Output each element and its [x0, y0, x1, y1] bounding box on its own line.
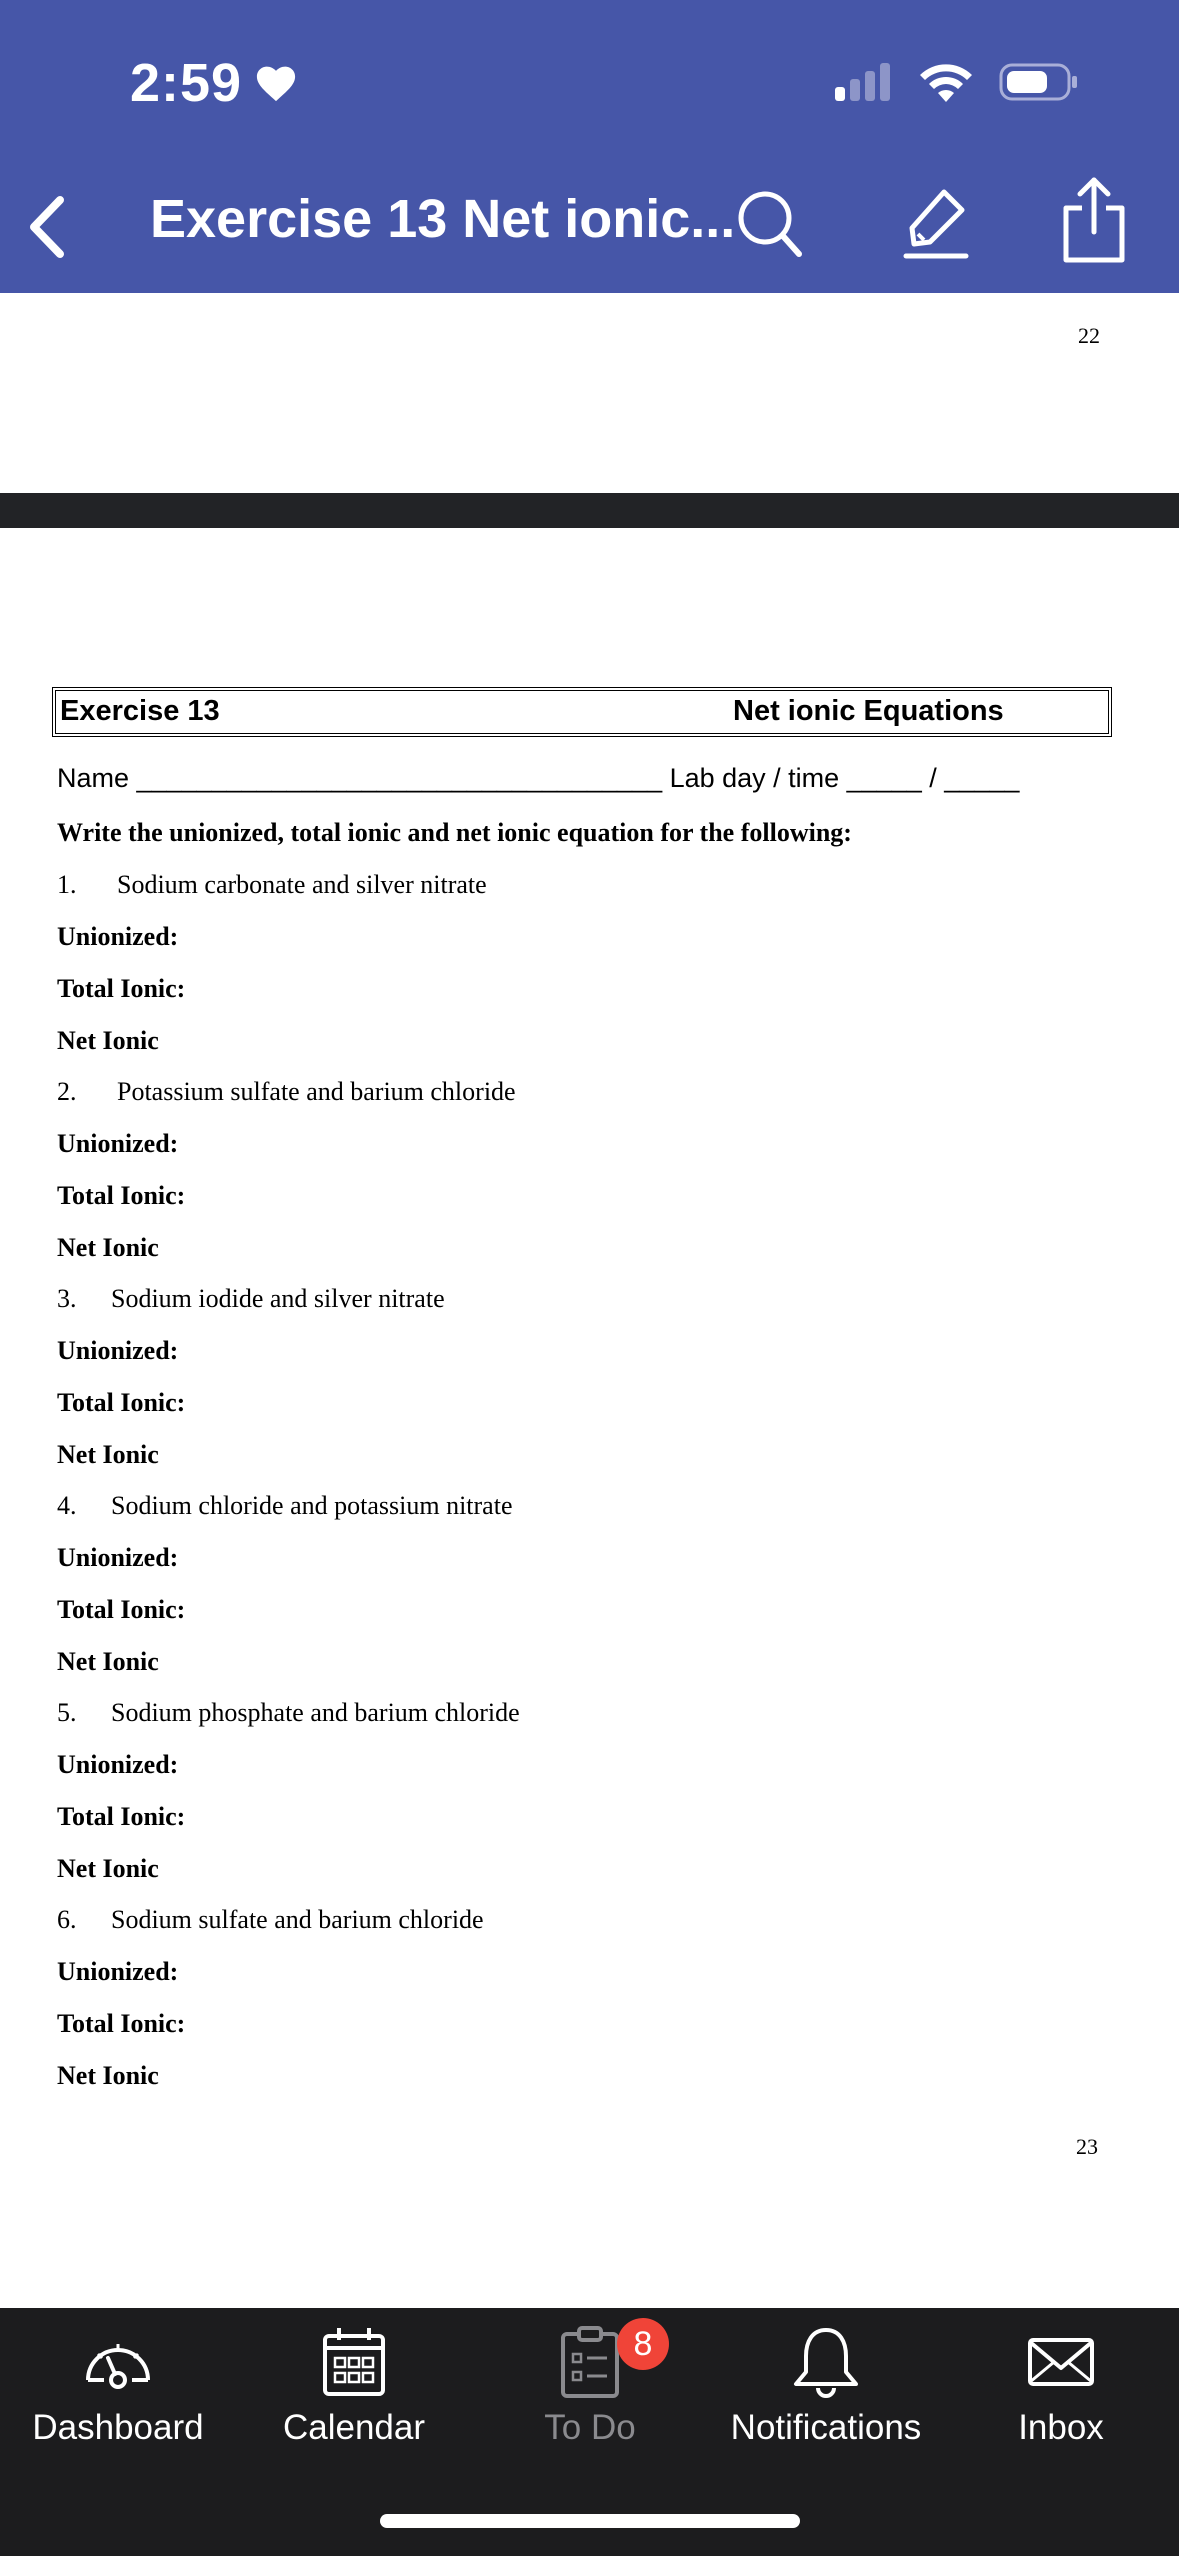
question-text: Sodium phosphate and barium chloride — [111, 1698, 520, 1727]
question-number: 4. — [57, 1491, 77, 1520]
tab-dashboard[interactable] — [0, 2308, 236, 2508]
home-indicator[interactable] — [380, 2514, 800, 2528]
search-icon[interactable] — [735, 186, 805, 262]
page-number: 23 — [1076, 2134, 1098, 2159]
status-time — [130, 52, 298, 114]
back-chevron-icon[interactable] — [24, 192, 68, 262]
question-number: 5. — [57, 1698, 77, 1727]
net-ionic-label: Net Ionic — [57, 1026, 159, 1055]
dashboard-icon — [80, 2326, 156, 2392]
unionized-label: Unionized: — [57, 1543, 179, 1572]
exercise-label: Exercise 13 — [60, 695, 220, 727]
question-text: Sodium chloride and potassium nitrate — [111, 1491, 513, 1520]
question-item — [57, 1077, 516, 1107]
question-text: Potassium sulfate and barium chloride — [117, 1077, 516, 1106]
document-title: Exercise 13 Net ionic... — [150, 189, 736, 249]
name-line: Name ___________________________________ Lab day / time _____ / _____ — [57, 763, 1020, 793]
page-number: 22 — [1078, 323, 1100, 348]
tab-notifications[interactable] — [708, 2308, 944, 2508]
question-number: 6. — [57, 1905, 77, 1934]
status-icons — [835, 62, 1079, 102]
question-text: Sodium carbonate and silver nitrate — [117, 870, 487, 899]
total-ionic-label: Total Ionic: — [57, 1802, 186, 1831]
bell-icon — [792, 2326, 860, 2400]
question-number: 1. — [57, 870, 77, 899]
total-ionic-label: Total Ionic: — [57, 2009, 186, 2038]
exercise-title: Net ionic Equations — [733, 695, 1004, 727]
pdf-page-23 — [0, 528, 1179, 2308]
tab-label: To Do — [544, 2408, 636, 2447]
unionized-label: Unionized: — [57, 1957, 179, 1986]
question-item — [57, 1491, 513, 1521]
question-item — [57, 870, 487, 900]
share-icon[interactable] — [1058, 174, 1130, 264]
total-ionic-label: Total Ionic: — [57, 1388, 186, 1417]
net-ionic-label: Net Ionic — [57, 2061, 159, 2090]
calendar-icon — [321, 2326, 387, 2398]
app-header — [0, 0, 1179, 293]
question-number: 3. — [57, 1284, 77, 1313]
todo-icon — [559, 2326, 621, 2400]
wifi-icon — [919, 62, 973, 102]
nav-bar — [0, 180, 1179, 270]
unionized-label: Unionized: — [57, 1336, 179, 1365]
question-text: Sodium sulfate and barium chloride — [111, 1905, 484, 1934]
tab-calendar[interactable] — [236, 2308, 472, 2508]
net-ionic-label: Net Ionic — [57, 1854, 159, 1883]
todo-badge: 8 — [617, 2318, 669, 2370]
inbox-icon — [1026, 2326, 1096, 2392]
question-text: Sodium iodide and silver nitrate — [111, 1284, 445, 1313]
battery-icon — [999, 63, 1079, 101]
total-ionic-label: Total Ionic: — [57, 1181, 186, 1210]
tab-inbox[interactable] — [943, 2308, 1179, 2508]
question-item — [57, 1284, 445, 1314]
total-ionic-label: Total Ionic: — [57, 1595, 186, 1624]
question-item — [57, 1698, 520, 1728]
tab-todo[interactable] — [472, 2308, 708, 2508]
exercise-header-box — [52, 687, 1112, 737]
tab-label: Notifications — [730, 2408, 922, 2447]
unionized-label: Unionized: — [57, 922, 179, 951]
tab-label: Dashboard — [32, 2408, 204, 2447]
unionized-label: Unionized: — [57, 1129, 179, 1158]
signal-icon — [835, 63, 893, 101]
heart-icon — [254, 63, 298, 103]
page-divider — [0, 493, 1179, 528]
total-ionic-label: Total Ionic: — [57, 974, 186, 1003]
tab-label: Calendar — [282, 2408, 426, 2447]
net-ionic-label: Net Ionic — [57, 1440, 159, 1469]
time-text: 2:59 — [130, 53, 243, 113]
pdf-page-22 — [0, 293, 1179, 493]
instruction: Write the unionized, total ionic and net ionic equation for the following: — [57, 818, 852, 847]
net-ionic-label: Net Ionic — [57, 1647, 159, 1676]
question-item — [57, 1905, 484, 1935]
unionized-label: Unionized: — [57, 1750, 179, 1779]
highlighter-icon[interactable] — [900, 186, 970, 262]
question-number: 2. — [57, 1077, 77, 1106]
tab-label: Inbox — [1018, 2408, 1104, 2447]
net-ionic-label: Net Ionic — [57, 1233, 159, 1262]
